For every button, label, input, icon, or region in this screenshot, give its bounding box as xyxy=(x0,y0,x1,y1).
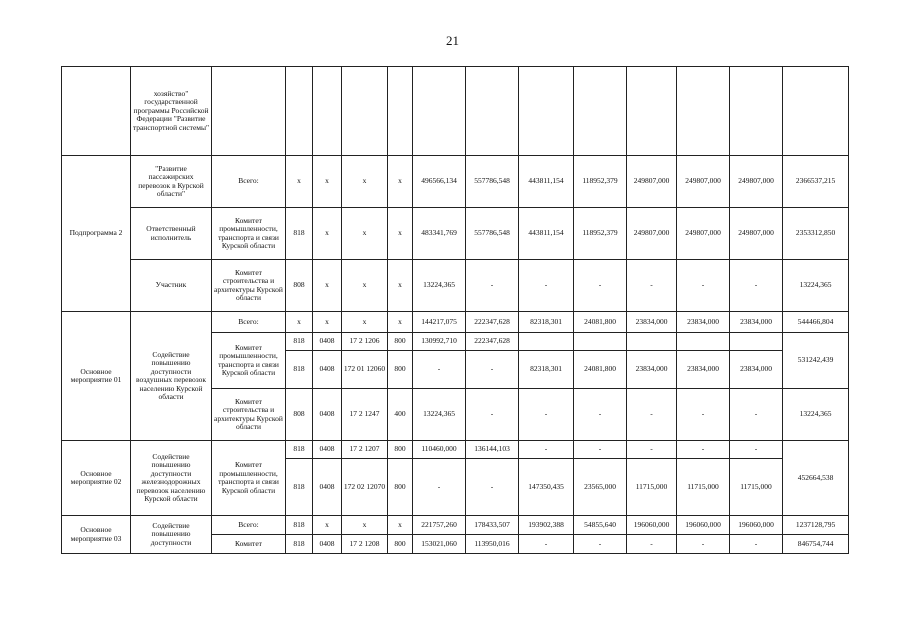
table-cell: 0408 xyxy=(313,333,342,351)
subprogram-label: Подпрограмма 2 xyxy=(62,156,131,312)
table-cell: 818 xyxy=(286,208,313,260)
table-cell: 249807,000 xyxy=(677,156,730,208)
table-cell: 23565,000 xyxy=(574,459,627,516)
table-cell: 147350,435 xyxy=(519,459,574,516)
table-cell: 443811,154 xyxy=(519,208,574,260)
table-cell: x xyxy=(313,208,342,260)
table-cell: x xyxy=(342,208,388,260)
table-cell: 808 xyxy=(286,389,313,441)
table-cell: 249807,000 xyxy=(627,156,677,208)
table-cell: - xyxy=(730,441,783,459)
table-cell: 17 2 1208 xyxy=(342,535,388,554)
table-cell: 249807,000 xyxy=(730,208,783,260)
table-cell: - xyxy=(413,351,466,389)
table-cell: - xyxy=(627,441,677,459)
table-cell: Комитет промышленности, транспорта и связи Курской области xyxy=(212,441,286,516)
table-cell: - xyxy=(466,389,519,441)
table-cell: x xyxy=(313,156,342,208)
table-cell: 13224,365 xyxy=(413,389,466,441)
table-cell: 82318,301 xyxy=(519,351,574,389)
table-cell: Ответственный исполнитель xyxy=(131,208,212,260)
table-cell: 544466,804 xyxy=(783,312,849,333)
table-cell: Всего: xyxy=(212,156,286,208)
table-cell: 0408 xyxy=(313,535,342,554)
table-cell xyxy=(413,67,466,156)
table-cell: 249807,000 xyxy=(730,156,783,208)
table-cell: 222347,628 xyxy=(466,333,519,351)
table-cell: 443811,154 xyxy=(519,156,574,208)
table-cell: - xyxy=(677,535,730,554)
table-cell: 196060,000 xyxy=(730,516,783,535)
activity-name: Содействие повышению доступности воздушных перевозок населению Курской области xyxy=(131,312,212,441)
table-cell xyxy=(519,333,574,351)
table-cell: 153021,060 xyxy=(413,535,466,554)
table-cell: 800 xyxy=(388,459,413,516)
activity-name: Содействие повышению доступности железнодорожных перевозок населению Курской области xyxy=(131,441,212,516)
table-cell: - xyxy=(574,260,627,312)
table-cell: 531242,439 xyxy=(783,333,849,389)
table-cell xyxy=(677,67,730,156)
table-cell: 483341,769 xyxy=(413,208,466,260)
table-cell: 452664,538 xyxy=(783,441,849,516)
activity-name: Содействие повышению доступности xyxy=(131,516,212,554)
table-cell: 17 2 1206 xyxy=(342,333,388,351)
table-cell xyxy=(627,67,677,156)
table-cell xyxy=(574,67,627,156)
table-cell: x xyxy=(342,260,388,312)
table-cell: - xyxy=(574,389,627,441)
table-cell: 1237128,795 xyxy=(783,516,849,535)
table-cell: 118952,379 xyxy=(574,156,627,208)
table-cell: 54855,640 xyxy=(574,516,627,535)
table-cell: Всего: xyxy=(212,516,286,535)
table-row xyxy=(62,260,849,312)
table-cell: 2366537,215 xyxy=(783,156,849,208)
table-cell: 0408 xyxy=(313,441,342,459)
table-cell: 178433,507 xyxy=(466,516,519,535)
table-cell: x xyxy=(313,260,342,312)
table-cell xyxy=(342,67,388,156)
table-cell xyxy=(212,67,286,156)
table-row xyxy=(62,208,849,260)
table-cell: x xyxy=(388,208,413,260)
table-cell: 808 xyxy=(286,260,313,312)
table-cell: - xyxy=(574,535,627,554)
table-cell: 23834,000 xyxy=(730,312,783,333)
table-cell: 23834,000 xyxy=(677,351,730,389)
table-cell: - xyxy=(519,389,574,441)
table-cell: 13224,365 xyxy=(783,260,849,312)
table-cell: 17 2 1247 xyxy=(342,389,388,441)
table-cell: 2353312,850 xyxy=(783,208,849,260)
table-cell: 800 xyxy=(388,333,413,351)
table-cell: 0408 xyxy=(313,389,342,441)
table-cell: - xyxy=(627,535,677,554)
program-name-continuation: хозяйство" государственной программы Российской Федерации "Развитие транспортной системы" xyxy=(131,67,212,156)
table-cell: 172 02 12070 xyxy=(342,459,388,516)
table-cell: - xyxy=(730,260,783,312)
table-cell: Комитет строительства и архитектуры Курской области xyxy=(212,260,286,312)
table-cell: 0408 xyxy=(313,351,342,389)
activity-label: Основное мероприятие 02 xyxy=(62,441,131,516)
table-cell: 11715,000 xyxy=(730,459,783,516)
table-cell: 196060,000 xyxy=(627,516,677,535)
table-cell: 249807,000 xyxy=(677,208,730,260)
table-cell: Участник xyxy=(131,260,212,312)
table-cell: - xyxy=(519,535,574,554)
table-cell: 17 2 1207 xyxy=(342,441,388,459)
table-row xyxy=(62,312,849,333)
table-cell: 557786,548 xyxy=(466,208,519,260)
table-cell: x xyxy=(388,260,413,312)
table-cell: 118952,379 xyxy=(574,208,627,260)
table-cell: 221757,260 xyxy=(413,516,466,535)
table-cell: 172 01 12060 xyxy=(342,351,388,389)
table-row xyxy=(62,516,849,535)
table-cell xyxy=(286,67,313,156)
table-cell xyxy=(783,67,849,156)
table-cell: - xyxy=(677,260,730,312)
table-cell: 222347,628 xyxy=(466,312,519,333)
table-cell: - xyxy=(519,260,574,312)
table-cell: 130992,710 xyxy=(413,333,466,351)
table-cell: 818 xyxy=(286,441,313,459)
activity-label: Основное мероприятие 01 xyxy=(62,312,131,441)
table-cell: Комитет промышленности, транспорта и связи Курской области xyxy=(212,208,286,260)
table-cell xyxy=(730,333,783,351)
table-cell: 800 xyxy=(388,441,413,459)
table-cell: x xyxy=(286,156,313,208)
table-cell xyxy=(574,333,627,351)
table-cell: 800 xyxy=(388,535,413,554)
table-cell: 13224,365 xyxy=(413,260,466,312)
table-cell xyxy=(677,333,730,351)
table-row xyxy=(62,441,849,459)
table-cell: 400 xyxy=(388,389,413,441)
table-cell: 24081,800 xyxy=(574,351,627,389)
table-cell: - xyxy=(730,535,783,554)
table-cell xyxy=(519,67,574,156)
table-cell: Комитет строительства и архитектуры Курской области xyxy=(212,389,286,441)
table-cell xyxy=(388,67,413,156)
table-cell: x xyxy=(342,516,388,535)
table-cell: 11715,000 xyxy=(677,459,730,516)
subprogram-name: "Развитие пассажирских перевозок в Курской области" xyxy=(131,156,212,208)
table-cell: x xyxy=(286,312,313,333)
table-cell: 113950,016 xyxy=(466,535,519,554)
table-cell xyxy=(627,333,677,351)
table-cell: x xyxy=(313,516,342,535)
table-cell: 818 xyxy=(286,351,313,389)
table-cell: 800 xyxy=(388,351,413,389)
table-row xyxy=(62,67,849,156)
page-number: 21 xyxy=(446,33,459,48)
table-cell: - xyxy=(466,351,519,389)
table-cell: 193902,388 xyxy=(519,516,574,535)
table-cell: Комитет xyxy=(212,535,286,554)
table-cell: - xyxy=(466,260,519,312)
budget-table xyxy=(61,66,849,554)
table-cell: 818 xyxy=(286,459,313,516)
table-cell: 24081,800 xyxy=(574,312,627,333)
table-cell: 23834,000 xyxy=(677,312,730,333)
table-cell: 11715,000 xyxy=(627,459,677,516)
table-cell: 196060,000 xyxy=(677,516,730,535)
table-cell: 23834,000 xyxy=(730,351,783,389)
table-cell xyxy=(466,67,519,156)
table-cell: Всего: xyxy=(212,312,286,333)
table-cell: 496566,134 xyxy=(413,156,466,208)
table-cell: 557786,548 xyxy=(466,156,519,208)
table-cell: - xyxy=(466,459,519,516)
table-cell: 23834,000 xyxy=(627,312,677,333)
table-cell: 818 xyxy=(286,516,313,535)
table-cell: 23834,000 xyxy=(627,351,677,389)
table-cell: - xyxy=(519,441,574,459)
table-cell: x xyxy=(342,156,388,208)
table-cell: x xyxy=(388,156,413,208)
table-cell: 818 xyxy=(286,535,313,554)
table-cell: 144217,075 xyxy=(413,312,466,333)
table-cell: - xyxy=(730,389,783,441)
table-cell: 13224,365 xyxy=(783,389,849,441)
table-cell xyxy=(62,67,131,156)
table-cell: Комитет промышленности, транспорта и связи Курской области xyxy=(212,333,286,389)
table-cell xyxy=(313,67,342,156)
table-cell: 0408 xyxy=(313,459,342,516)
table-cell: 110460,000 xyxy=(413,441,466,459)
table-cell xyxy=(730,67,783,156)
table-cell: 136144,103 xyxy=(466,441,519,459)
table-cell: x xyxy=(313,312,342,333)
table-cell: x xyxy=(342,312,388,333)
table-cell: - xyxy=(413,459,466,516)
table-cell: x xyxy=(388,516,413,535)
table-row xyxy=(62,156,849,208)
table-cell: 82318,301 xyxy=(519,312,574,333)
table-cell: 818 xyxy=(286,333,313,351)
table-cell: - xyxy=(574,441,627,459)
table-cell: - xyxy=(677,389,730,441)
table-cell: 846754,744 xyxy=(783,535,849,554)
table-cell: 249807,000 xyxy=(627,208,677,260)
activity-label: Основное мероприятие 03 xyxy=(62,516,131,554)
table-cell: - xyxy=(627,260,677,312)
table-cell: - xyxy=(677,441,730,459)
table-cell: x xyxy=(388,312,413,333)
table-cell: - xyxy=(627,389,677,441)
